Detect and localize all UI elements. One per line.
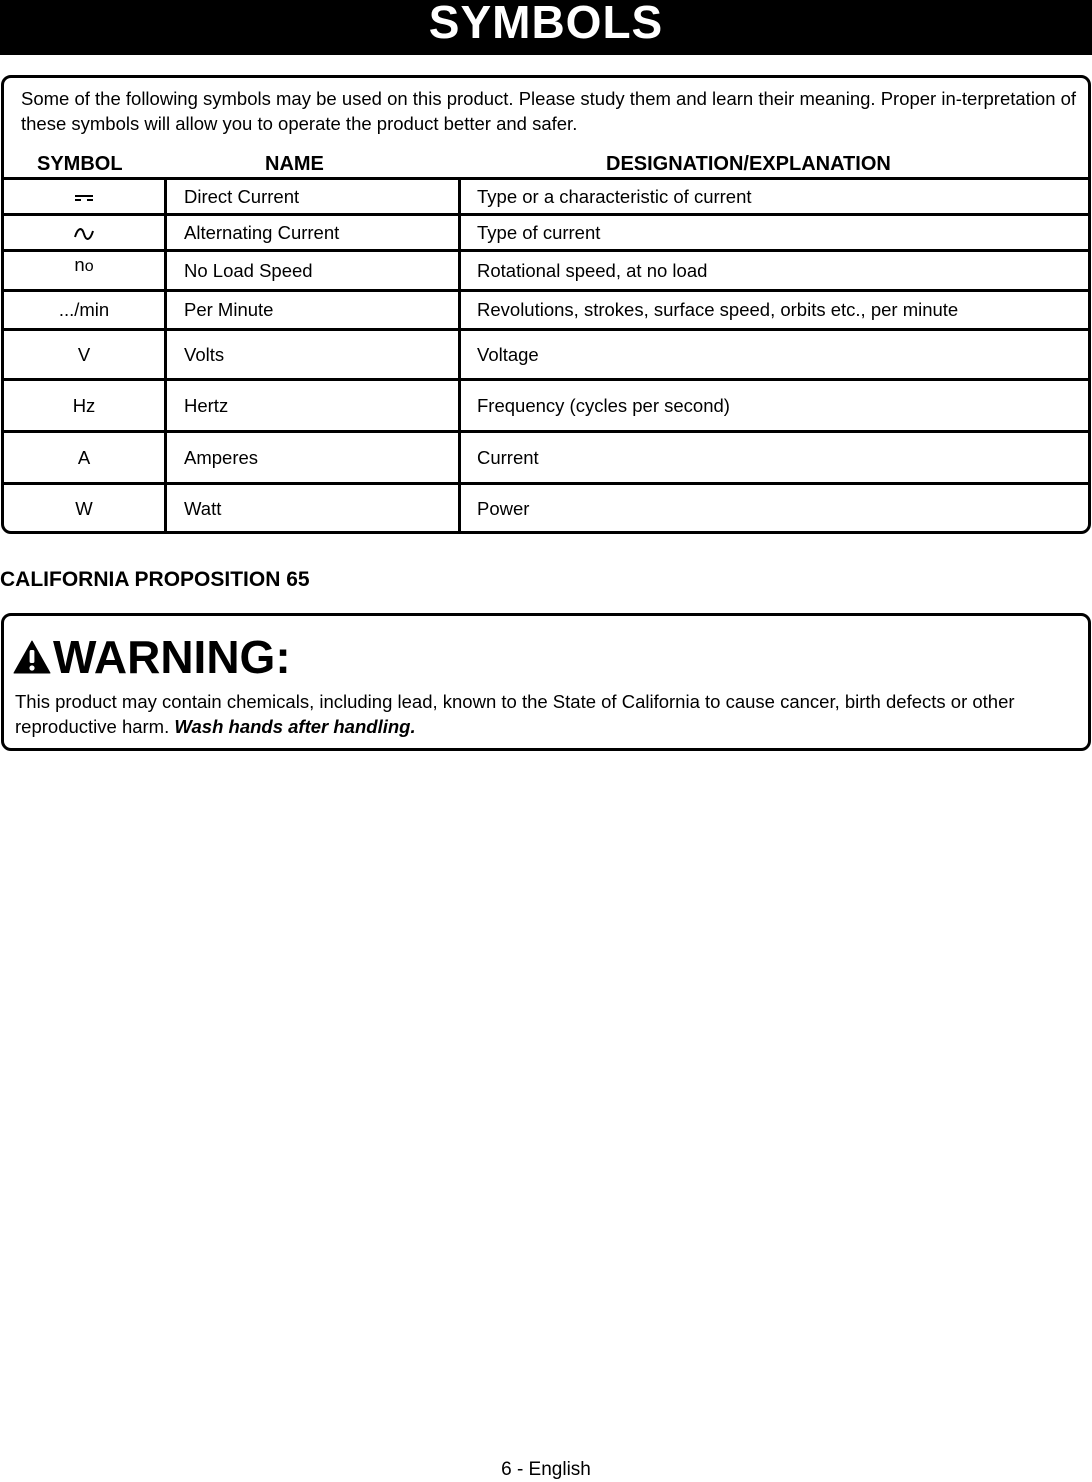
symbol-subscript: o	[84, 257, 94, 275]
symbol-cell	[4, 179, 166, 215]
designation-cell: Type of current	[460, 215, 1089, 251]
name-cell: Amperes	[166, 432, 460, 484]
column-header-designation: DESIGNATION/EXPLANATION	[606, 153, 891, 175]
symbol-cell	[4, 215, 166, 251]
column-header-symbol: SYMBOL	[37, 153, 123, 175]
intro-text: Some of the following symbols may be used on this product. Please study them and learn their meaning. Proper in-terpretation of these symbols will allow you to operate the product better and safer.	[21, 88, 1077, 134]
designation-cell: Type or a characteristic of current	[460, 179, 1089, 215]
symbol-cell: .../min	[4, 291, 166, 330]
designation-cell: Revolutions, strokes, surface speed, orbits etc., per minute	[460, 291, 1089, 330]
table-row	[4, 251, 1088, 291]
warning-emphasis: Wash hands after handling.	[174, 716, 416, 737]
name-cell: No Load Speed	[166, 251, 460, 291]
table-row	[4, 432, 1088, 484]
designation-cell: Power	[460, 484, 1089, 534]
name-cell: Per Minute	[166, 291, 460, 330]
designation-cell: Current	[460, 432, 1089, 484]
warning-triangle-icon	[13, 640, 51, 674]
symbols-table	[4, 177, 1088, 534]
page-footer: 6 - English	[501, 1459, 591, 1480]
designation-cell: Rotational speed, at no load	[460, 251, 1089, 291]
table-row	[4, 291, 1088, 330]
name-cell: Watt	[166, 484, 460, 534]
symbol-cell: V	[4, 330, 166, 380]
california-heading: CALIFORNIA PROPOSITION 65	[0, 568, 310, 591]
symbol-cell	[4, 251, 166, 291]
column-header-name: NAME	[265, 153, 324, 175]
alternating-current-icon	[73, 227, 95, 241]
warning-text: This product may contain chemicals, including lead, known to the State of California to cause cancer, birth defects or other reproductive harm.	[15, 691, 1015, 737]
warning-box	[1, 613, 1091, 751]
table-column-headers	[4, 152, 1088, 178]
symbol-cell: A	[4, 432, 166, 484]
name-cell: Volts	[166, 330, 460, 380]
name-cell: Direct Current	[166, 179, 460, 215]
page-title: SYMBOLS	[428, 0, 664, 48]
symbols-box	[1, 75, 1091, 534]
table-row	[4, 380, 1088, 432]
warning-title	[13, 631, 291, 683]
table-row	[4, 330, 1088, 380]
symbol-n: n	[74, 253, 85, 275]
symbol-cell: Hz	[4, 380, 166, 432]
table-row	[4, 484, 1088, 534]
name-cell: Hertz	[166, 380, 460, 432]
designation-cell: Voltage	[460, 330, 1089, 380]
warning-body	[15, 689, 1083, 739]
designation-cell: Frequency (cycles per second)	[460, 380, 1089, 432]
table-row	[4, 179, 1088, 215]
symbol-cell: W	[4, 484, 166, 534]
name-cell: Alternating Current	[166, 215, 460, 251]
title-banner	[0, 0, 1092, 55]
direct-current-icon	[75, 194, 93, 202]
table-row	[4, 215, 1088, 251]
warning-label: WARNING:	[53, 631, 291, 683]
